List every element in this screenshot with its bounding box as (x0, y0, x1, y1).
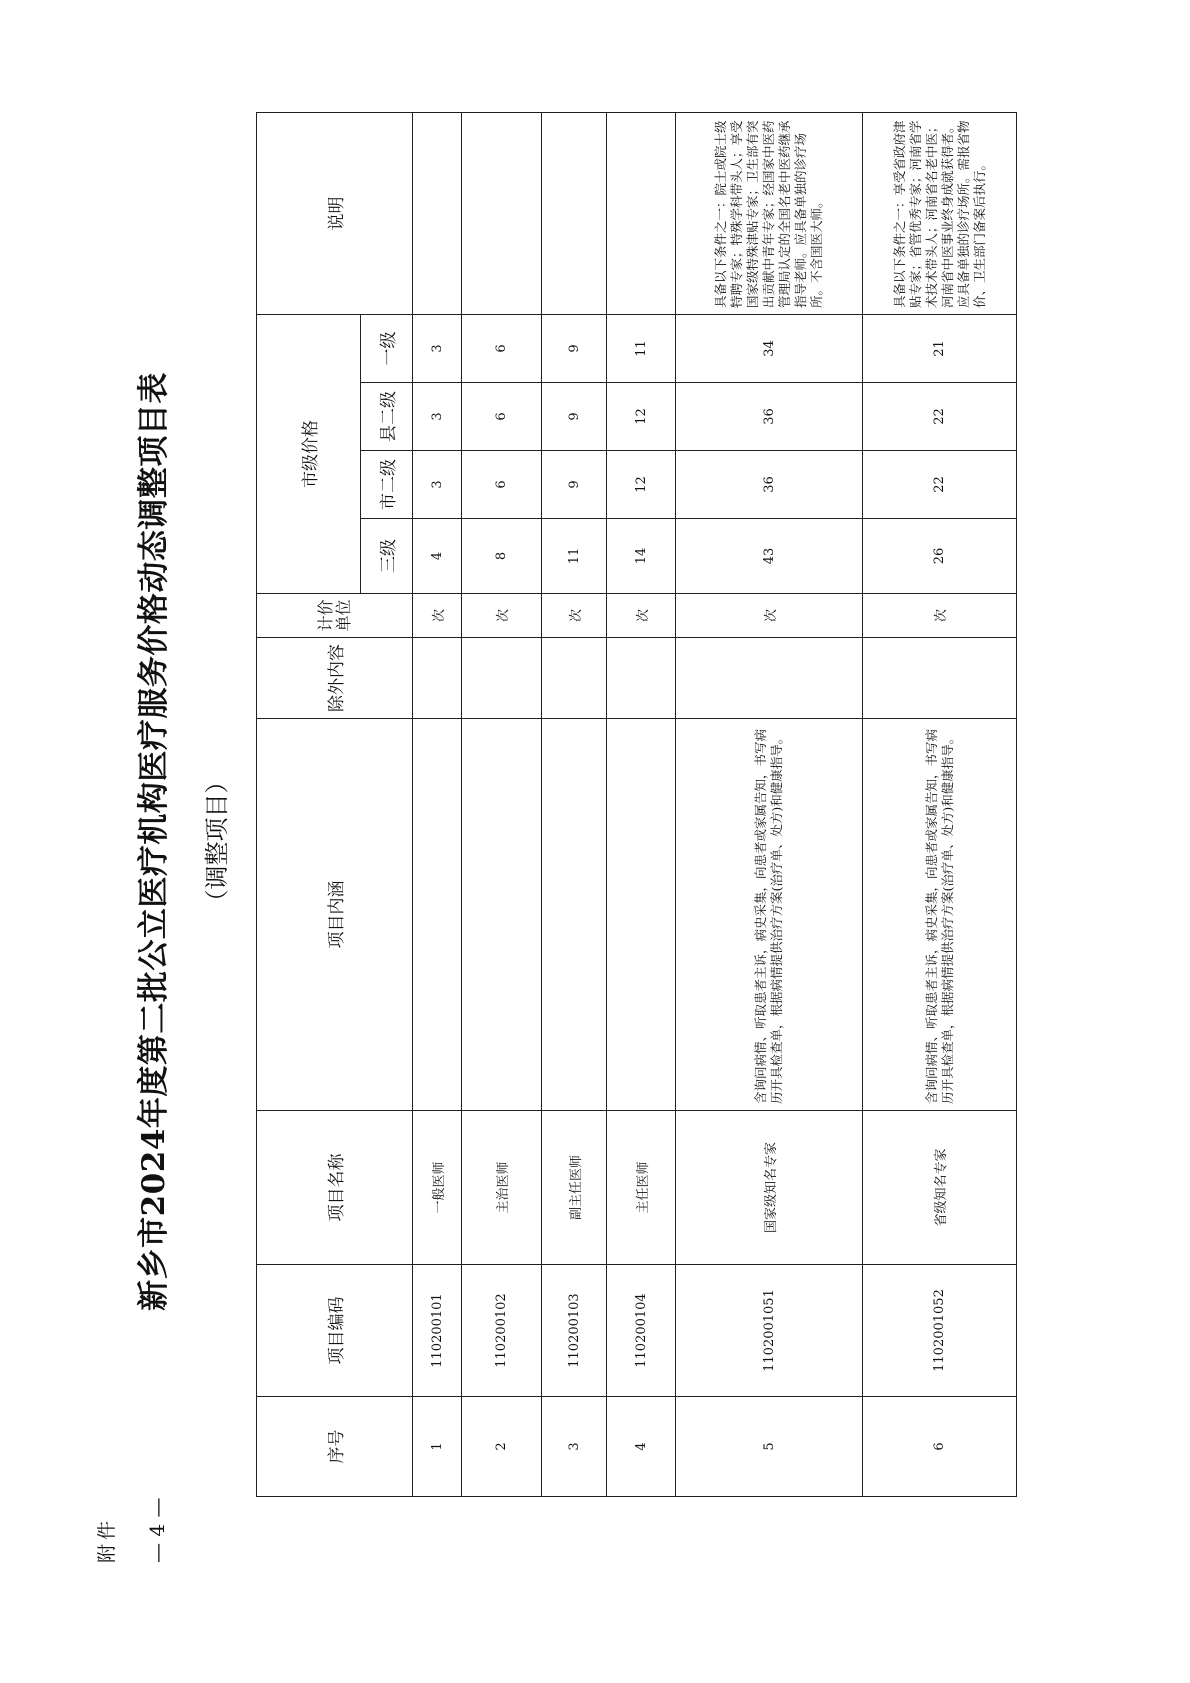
header-code: 项目编码 (257, 1265, 413, 1397)
cell-excluded (676, 638, 863, 719)
table-row (676, 113, 863, 1497)
cell-level3: 43 (676, 519, 863, 594)
cell-name: 一般医师 (413, 1111, 462, 1265)
header-price-group: 市级价格 (257, 315, 361, 594)
cell-content (462, 719, 542, 1111)
cell-name: 主任医师 (607, 1111, 676, 1265)
cell-unit: 次 (413, 594, 462, 638)
cell-content: 含询问病情、听取患者主诉，病史采集，向患者或家属告知，书写病历开具检查单，根据病情提供治疗方案(治疗单、处方)和健康指导。 (863, 719, 1017, 1111)
header-seq: 序号 (257, 1397, 413, 1497)
cell-city2: 22 (863, 451, 1017, 519)
cell-code: 1102001052 (863, 1265, 1017, 1397)
header-unit: 计价单位 (257, 594, 413, 638)
cell-county2: 3 (413, 383, 462, 451)
cell-unit: 次 (542, 594, 607, 638)
table-row (413, 113, 462, 1497)
cell-level3: 11 (542, 519, 607, 594)
cell-code: 110200103 (542, 1265, 607, 1397)
cell-county2: 9 (542, 383, 607, 451)
cell-level1: 11 (607, 315, 676, 383)
cell-seq: 2 (462, 1397, 542, 1497)
cell-county2: 22 (863, 383, 1017, 451)
header-level1: 一级 (361, 315, 413, 383)
cell-code: 1102001051 (676, 1265, 863, 1397)
cell-city2: 6 (462, 451, 542, 519)
cell-seq: 3 (542, 1397, 607, 1497)
cell-level1: 34 (676, 315, 863, 383)
header-note: 说明 (257, 113, 413, 315)
cell-city2: 3 (413, 451, 462, 519)
cell-level3: 14 (607, 519, 676, 594)
cell-county2: 12 (607, 383, 676, 451)
cell-unit: 次 (607, 594, 676, 638)
price-table (256, 112, 1017, 1497)
table-row (542, 113, 607, 1497)
cell-note (462, 113, 542, 315)
cell-seq: 4 (607, 1397, 676, 1497)
header-content: 项目内涵 (257, 719, 413, 1111)
cell-unit: 次 (676, 594, 863, 638)
table-row (607, 113, 676, 1497)
cell-seq: 1 (413, 1397, 462, 1497)
cell-level3: 8 (462, 519, 542, 594)
header-city2: 市二级 (361, 451, 413, 519)
cell-content (542, 719, 607, 1111)
cell-note: 具备以下条件之一：享受省政府津贴专家；省管优秀专家；河南省学术技术带头人；河南省名老中医；河南省中医事业终身成就获得者。应具备单独的诊疗场所。需报省物价、卫生部门备案后执行。 (863, 113, 1017, 315)
cell-note (413, 113, 462, 315)
cell-content (607, 719, 676, 1111)
cell-content: 含询问病情、听取患者主诉，病史采集，向患者或家属告知，书写病历开具检查单，根据病情提供治疗方案(治疗单、处方)和健康指导。 (676, 719, 863, 1111)
cell-level3: 4 (413, 519, 462, 594)
cell-level1: 6 (462, 315, 542, 383)
cell-excluded (413, 638, 462, 719)
cell-city2: 9 (542, 451, 607, 519)
cell-code: 110200101 (413, 1265, 462, 1397)
cell-name: 省级知名专家 (863, 1111, 1017, 1265)
cell-note (542, 113, 607, 315)
cell-city2: 36 (676, 451, 863, 519)
table-row (462, 113, 542, 1497)
header-name: 项目名称 (257, 1111, 413, 1265)
cell-level3: 26 (863, 519, 1017, 594)
cell-note: 具备以下条件之一：院士或院士级特聘专家；特殊学科带头人；享受国家级特殊津贴专家；卫生部有突出贡献中青年专家；经国家中医药管理局认定的全国名老中医药继承指导老师。应具备单独的诊疗场所。不含国医大师。 (676, 113, 863, 315)
cell-name: 主治医师 (462, 1111, 542, 1265)
document-subtitle: （调整项目） (203, 769, 231, 914)
header-level3: 三级 (361, 519, 413, 594)
cell-excluded (542, 638, 607, 719)
cell-excluded (607, 638, 676, 719)
cell-note (607, 113, 676, 315)
cell-name: 副主任医师 (542, 1111, 607, 1265)
cell-code: 110200104 (607, 1265, 676, 1397)
cell-level1: 9 (542, 315, 607, 383)
header-county2: 县二级 (361, 383, 413, 451)
cell-county2: 6 (462, 383, 542, 451)
cell-seq: 5 (676, 1397, 863, 1497)
cell-level1: 21 (863, 315, 1017, 383)
cell-excluded (863, 638, 1017, 719)
cell-unit: 次 (462, 594, 542, 638)
cell-excluded (462, 638, 542, 719)
cell-unit: 次 (863, 594, 1017, 638)
table-row (863, 113, 1017, 1497)
document-title: 新乡市2024年度第二批公立医疗机构医疗服务价格动态调整项目表 (136, 372, 172, 1311)
cell-city2: 12 (607, 451, 676, 519)
header-excluded: 除外内容 (257, 638, 413, 719)
cell-name: 国家级知名专家 (676, 1111, 863, 1265)
cell-level1: 3 (413, 315, 462, 383)
attachment-label: 附件 (96, 1516, 118, 1563)
cell-county2: 36 (676, 383, 863, 451)
cell-content (413, 719, 462, 1111)
cell-seq: 6 (863, 1397, 1017, 1497)
page-number: — 4 — (145, 1497, 169, 1563)
cell-code: 110200102 (462, 1265, 542, 1397)
